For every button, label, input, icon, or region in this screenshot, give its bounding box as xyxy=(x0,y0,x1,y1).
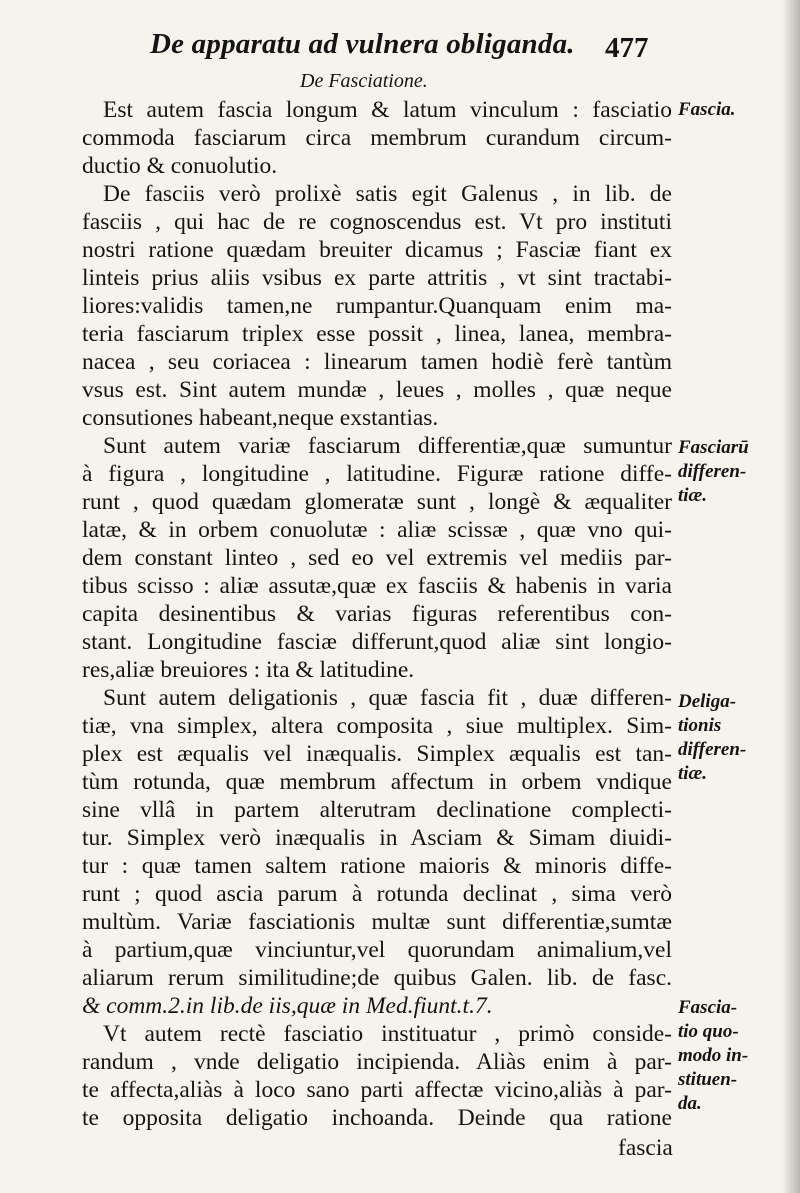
text-line: aliarum rerum similitudine;de quibus Galen. lib. de fasc. xyxy=(82,965,672,991)
margin-note-line: Fasciarū xyxy=(678,437,749,458)
section-title: De Fasciatione. xyxy=(300,70,428,92)
text-line: teria fasciarum triplex esse possit , linea, lanea, membra- xyxy=(82,321,672,347)
text-line: tiæ, vna simplex, altera composita , siue multiplex. Sim- xyxy=(82,713,672,739)
text-line: plex est æqualis vel inæqualis. Simplex æqualis est tan- xyxy=(82,741,672,767)
text-line: runt ; quod ascia parum à rotunda declinat , sima verò xyxy=(82,881,672,907)
margin-note-fascia xyxy=(678,98,783,122)
margin-note-line: da. xyxy=(678,1093,702,1114)
text-line: à partium,quæ vinciuntur,vel quorundam animalium,vel xyxy=(82,937,672,963)
text-line: nacea , seu coriacea : linearum tamen hodiè ferè tantùm xyxy=(82,349,672,375)
margin-note-line: Fascia- xyxy=(678,997,738,1018)
text-line: Est autem fascia longum & latum vinculum : fasciatio xyxy=(103,97,672,123)
text-line: runt , quod quædam glomeratæ sunt , longè & æqualiter xyxy=(82,489,672,515)
margin-note-line: tiæ. xyxy=(678,763,708,784)
text-line: randum , vnde deligatio incipienda. Aliàs enim à par- xyxy=(82,1049,672,1075)
text-line: commoda fasciarum circa membrum curandum circum- xyxy=(82,125,672,151)
text-line: Vt autem rectè fasciatio instituatur , primò conside- xyxy=(103,1021,672,1047)
text-line: nostri ratione quædam breuiter dicamus ; Fasciæ fiant ex xyxy=(82,237,672,263)
margin-note-fasciatio-quomodo xyxy=(678,996,783,1116)
text-line: Sunt autem deligationis , quæ fascia fit , duæ differen- xyxy=(103,685,672,711)
text-line: sine vllâ in partem alterutram declinatione complecti- xyxy=(82,797,672,823)
text-line: vsus est. Sint autem mundæ , leues , molles , quæ neque xyxy=(82,377,672,403)
text-line: capita desinentibus & varias figuras referentibus con- xyxy=(82,601,672,627)
page-edge-shadow xyxy=(782,0,800,1193)
text-line: consutiones habeant,neque exstantias. xyxy=(82,405,439,431)
margin-note-line: Deliga- xyxy=(678,691,737,712)
margin-note-line: tionis xyxy=(678,715,722,736)
text-line: dem constant linteo , sed eo vel extremis vel mediis par- xyxy=(82,545,672,571)
page-number: 477 xyxy=(605,32,649,64)
margin-note-line: tiæ. xyxy=(678,485,708,506)
text-line: De fasciis verò prolixè satis egit Galenus , in lib. de xyxy=(103,181,672,207)
text-line: liores:validis tamen,ne rumpantur.Quanquam enim ma- xyxy=(82,293,672,319)
margin-note-line: differen- xyxy=(678,461,747,482)
text-line: tibus scisso : aliæ assutæ,quæ ex fasciis & habenis in varia xyxy=(82,573,672,599)
text-line: Sunt autem variæ fasciarum differentiæ,quæ sumuntur xyxy=(103,433,672,459)
margin-note-line: modo in- xyxy=(678,1045,749,1066)
running-head-title: De apparatu ad vulnera obliganda. xyxy=(150,28,575,60)
text-line: tur. Simplex verò inæqualis in Asciam & Simam diuidi- xyxy=(82,825,672,851)
text-line: te affecta,aliàs à loco sano parti affectæ vicino,aliàs à par- xyxy=(82,1077,672,1103)
text-line: latæ, & in orbem conuolutæ : aliæ scissæ , quæ vno qui- xyxy=(82,517,672,543)
text-line: ductio & conuolutio. xyxy=(82,153,278,179)
text-line: & comm.2.in lib.de iis,quæ in Med.fiunt.t.7. xyxy=(82,993,493,1019)
text-line: tùm rotunda, quæ membrum affectum in orbem vndique xyxy=(82,769,672,795)
text-line: stant. Longitudine fasciæ differunt,quod aliæ sint longio- xyxy=(82,629,672,655)
margin-note-deligationis-differentiae xyxy=(678,690,783,786)
text-line: te opposita deligatio inchoanda. Deinde qua ratione xyxy=(82,1105,672,1131)
text-line: res,aliæ breuiores : ita & latitudine. xyxy=(82,657,415,683)
margin-note-line: stituen- xyxy=(678,1069,738,1090)
text-line: multùm. Variæ fasciationis multæ sunt differentiæ,sumtæ xyxy=(82,909,672,935)
margin-note-line: tio quo- xyxy=(678,1021,739,1042)
text-line: linteis prius aliis vsibus ex parte attritis , vt sint tractabi- xyxy=(82,265,672,291)
margin-note-fasciarum-differentiae xyxy=(678,436,783,508)
text-line: à figura , longitudine , latitudine. Figuræ ratione diffe- xyxy=(82,461,672,487)
text-line: fasciis , qui hac de re cognoscendus est. Vt pro instituti xyxy=(82,209,672,235)
text-line: tur : quæ tamen saltem ratione maioris & minoris diffe- xyxy=(82,853,672,879)
margin-note-line: differen- xyxy=(678,739,747,760)
margin-note-line: Fascia. xyxy=(678,99,736,120)
catchword: fascia xyxy=(618,1135,673,1161)
